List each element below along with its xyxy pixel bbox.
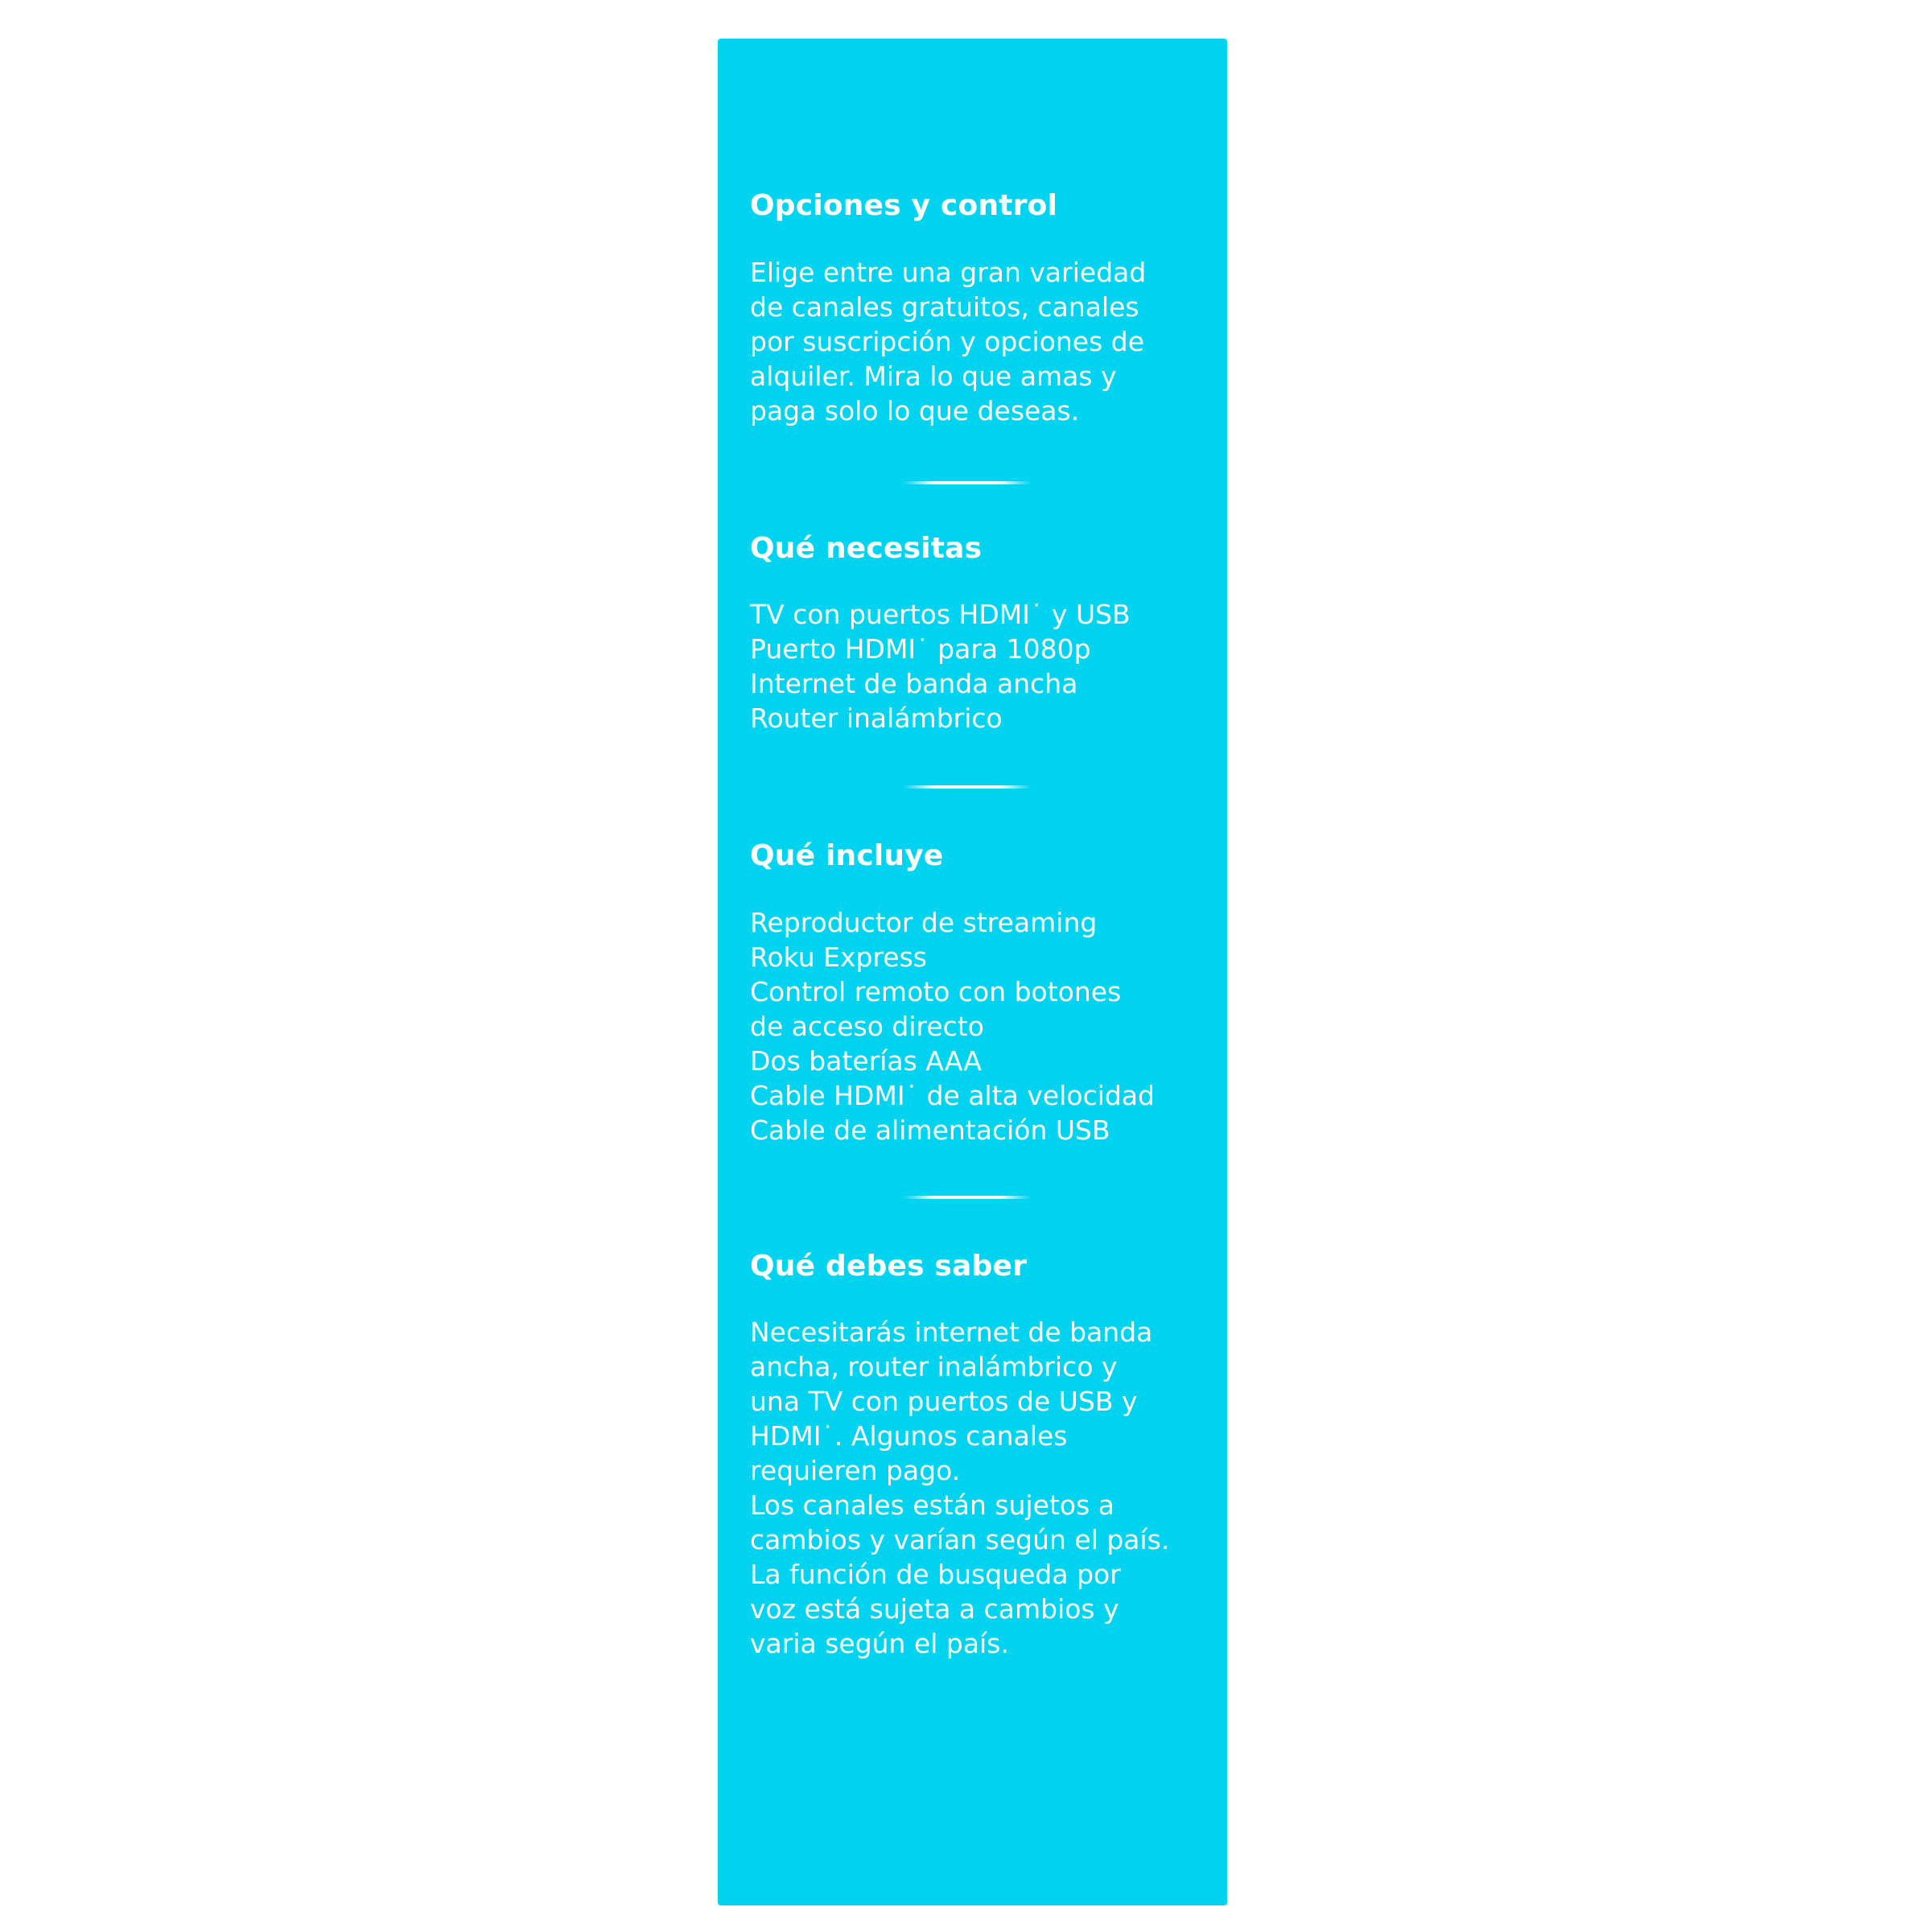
section-divider — [903, 785, 1032, 789]
section-body — [750, 905, 1209, 1147]
body-line: Internet de banda ancha — [750, 668, 1078, 699]
body-line: de canales gratuitos, canales — [750, 291, 1139, 323]
body-line: una TV con puertos de USB y — [750, 1386, 1138, 1417]
body-line: Router inalámbrico — [750, 702, 1003, 734]
section-heading: Opciones y control — [750, 189, 1058, 222]
section-divider — [903, 481, 1032, 484]
body-line: Elige entre una gran variedad — [750, 257, 1147, 288]
body-line: Reproductor de streaming — [750, 907, 1098, 938]
body-line: Dos baterías AAA — [750, 1045, 982, 1077]
body-line: Cable de alimentación USB — [750, 1114, 1110, 1146]
section-divider — [903, 1196, 1032, 1199]
body-line: ancha, router inalámbrico y — [750, 1351, 1118, 1382]
body-line: Roku Express — [750, 941, 927, 973]
body-line: de acceso directo — [750, 1011, 984, 1042]
section-body — [750, 1315, 1209, 1661]
package-side-panel — [718, 39, 1227, 1905]
body-line: Necesitarás internet de banda — [750, 1316, 1153, 1348]
section-heading: Qué necesitas — [750, 532, 982, 565]
section-heading: Qué debes saber — [750, 1250, 1028, 1283]
body-line: Cable HDMI˙ de alta velocidad — [750, 1080, 1155, 1111]
body-line: Control remoto con botones — [750, 976, 1122, 1007]
body-line: TV con puertos HDMI˙ y USB — [750, 599, 1131, 630]
body-line: requieren pago. — [750, 1455, 961, 1486]
section-body — [750, 597, 1209, 735]
body-line: Puerto HDMI˙ para 1080p — [750, 633, 1091, 665]
body-line: La función de busqueda por — [750, 1559, 1121, 1590]
body-line: por suscripción y opciones de — [750, 326, 1145, 357]
body-line: varia según el país. — [750, 1628, 1009, 1659]
section-whats-included — [750, 838, 1209, 1147]
body-line: voz está sujeta a cambios y — [750, 1593, 1119, 1625]
body-line: cambios y varían según el país. — [750, 1524, 1170, 1555]
body-line: paga solo lo que deseas. — [750, 395, 1080, 426]
section-what-you-need — [750, 531, 1209, 735]
body-line: Los canales están sujetos a — [750, 1489, 1115, 1521]
section-what-to-know — [750, 1249, 1209, 1661]
section-heading: Qué incluye — [750, 839, 944, 872]
section-body — [750, 255, 1209, 428]
body-line: HDMI˙. Algunos canales — [750, 1420, 1068, 1452]
section-options-and-control — [750, 188, 1209, 428]
body-line: alquiler. Mira lo que amas y — [750, 360, 1117, 392]
